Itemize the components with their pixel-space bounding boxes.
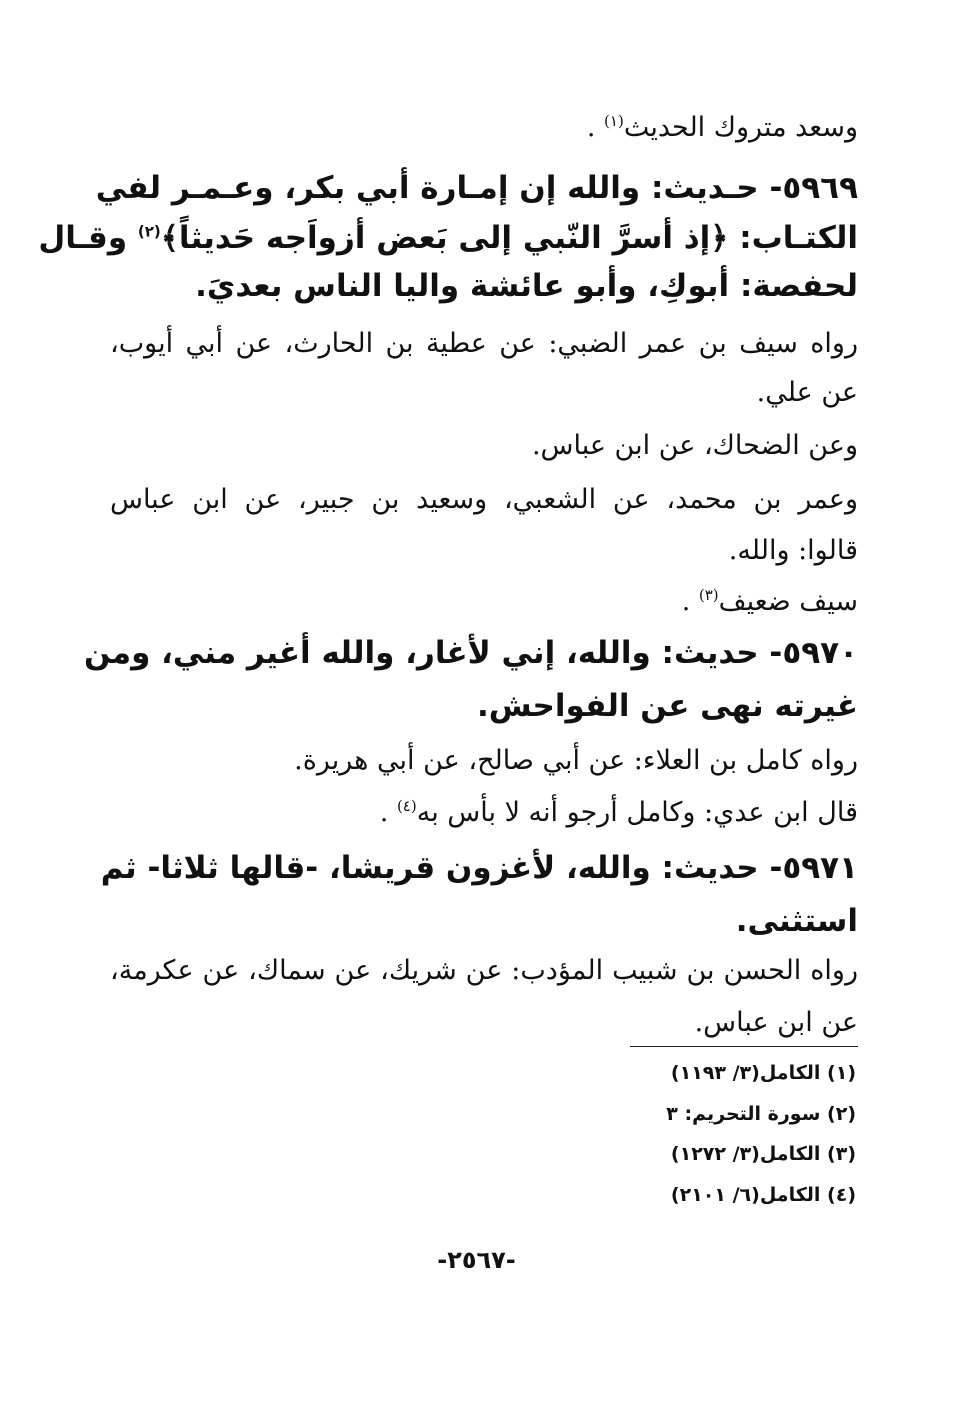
text-span: وقـال: [38, 220, 138, 256]
hadith-5971-line-2: استثنى.: [735, 903, 858, 939]
text-line: عن ابن عباس.: [694, 1007, 858, 1038]
text-line: [110, 797, 858, 828]
text-line: [110, 586, 858, 617]
text-line: قالوا: والله.: [728, 535, 858, 566]
footnote-ref: (٢): [137, 222, 161, 241]
footnote-4: (٤) الكامل(٦/ ٢١٠١): [670, 1184, 856, 1206]
text-line: وعمر بن محمد، عن الشعبي، وسعيد بن جبير، عن ابن عباس: [110, 484, 858, 515]
footnote-1: (١) الكامل(٣/ ١١٩٣): [670, 1062, 856, 1084]
hadith-5969-line-3: لحفصة: أبوكِ، وأبو عائشة واليا الناس بعديَ.: [195, 268, 858, 304]
hadith-5970-line-1: ٥٩٧٠- حديث: والله، إني لأغار، والله أغير مني، ومن: [84, 635, 858, 671]
text-span: الكتـاب: ﴿إذ أسرَّ النّبي إلى بَعض أزواَجه حَديثاً﴾: [160, 220, 858, 256]
footnote-separator: [630, 1046, 858, 1047]
page-number: -٢٥٦٧-: [437, 1246, 516, 1274]
text-line: [110, 112, 858, 143]
text-span: .: [681, 586, 699, 617]
footnote-ref: (١): [604, 112, 624, 130]
footnote-2: (٢) سورة التحريم: ٣: [666, 1103, 856, 1125]
footnote-3: (٣) الكامل(٣/ ١٢٧٢): [670, 1143, 856, 1165]
text-span: وسعد متروك الحديث: [623, 112, 858, 143]
hadith-5969-line-2: [38, 220, 858, 256]
text-line: رواه سيف بن عمر الضبي: عن عطية بن الحارث، عن أبي أيوب،: [110, 328, 858, 359]
text-line: وعن الضحاك، عن ابن عباس.: [531, 430, 858, 461]
text-line: عن علي.: [756, 377, 858, 408]
hadith-5969-line-1: ٥٩٦٩- حـديث: والله إن إمـارة أبي بكر، وعـمـر لفي: [95, 170, 858, 206]
text-span: سيف ضعيف: [718, 586, 858, 617]
footnote-ref: (٣): [698, 586, 719, 604]
text-span: قال ابن عدي: وكامل أرجو أنه لا بأس به: [416, 797, 858, 828]
text-line: رواه الحسن بن شبيب المؤدب: عن شريك، عن سماك، عن عكرمة،: [110, 955, 858, 986]
hadith-5971-line-1: ٥٩٧١- حديث: والله، لأغزون قريشا، -قالها ثلاثا- ثم: [100, 850, 858, 886]
hadith-5970-line-2: غيرته نهى عن الفواحش.: [476, 688, 858, 724]
text-span: .: [379, 797, 397, 828]
text-line: رواه كامل بن العلاء: عن أبي صالح، عن أبي هريرة.: [294, 745, 858, 776]
text-span: .: [586, 112, 605, 143]
footnote-ref: (٤): [396, 797, 417, 815]
